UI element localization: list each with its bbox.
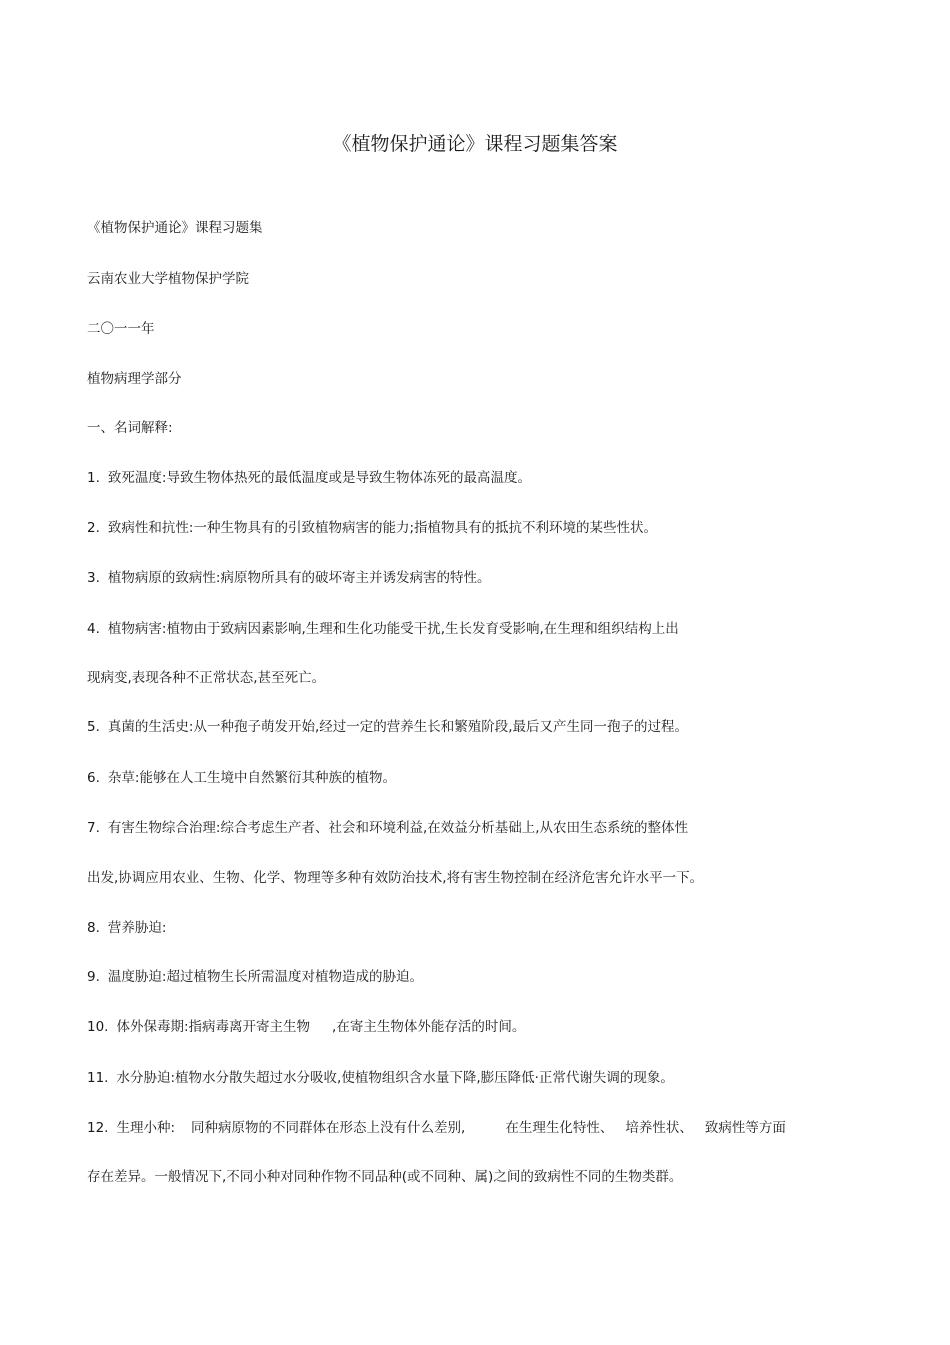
item-number: 4. — [87, 621, 100, 637]
list-item — [87, 619, 679, 639]
item-continuation: 现病变,表现各种不正常状态,甚至死亡。 — [87, 670, 326, 686]
list-item — [87, 967, 423, 987]
document-title: 《植物保护通论》课程习题集答案 — [332, 133, 618, 155]
course-subtitle: 《植物保护通论》课程习题集 — [87, 220, 263, 236]
item-text: 致病性和抗性:一种生物具有的引致植物病害的能力;指植物具有的抵抗不利环境的某些性状。 — [107, 520, 657, 536]
item-number: 6. — [87, 770, 100, 786]
list-item — [87, 1118, 786, 1138]
list-item — [87, 568, 490, 588]
item-number: 11. — [87, 1070, 109, 1086]
item-number: 5. — [87, 719, 100, 735]
terms-heading: 一、名词解释: — [87, 420, 173, 436]
item-text: 致死温度:导致生物体热死的最低温度或是导致生物体冻死的最高温度。 — [107, 470, 531, 486]
item-number: 12. — [87, 1120, 109, 1136]
item-continuation: 存在差异。一般情况下,不同小种对同种作物不同品种(或不同种、属)之间的致病性不同的生物类群。 — [87, 1169, 683, 1185]
list-item — [87, 918, 166, 938]
list-item — [87, 518, 657, 538]
item-continuation: 出发,协调应用农业、生物、化学、物理等多种有效防治技术,将有害生物控制在经济危害允许水平一下。 — [87, 870, 704, 886]
list-item — [87, 1068, 674, 1088]
institution-name: 云南农业大学植物保护学院 — [87, 271, 249, 287]
item-number: 3. — [87, 570, 100, 586]
list-item — [87, 1017, 525, 1037]
item-text: 真菌的生活史:从一种孢子萌发开始,经过一定的营养生长和繁殖阶段,最后又产生同一孢子的过程。 — [107, 719, 689, 735]
list-item — [87, 468, 531, 488]
list-item — [87, 717, 688, 737]
section-heading: 植物病理学部分 — [87, 371, 182, 387]
item-text: 水分胁迫:植物水分散失超过水分吸收,使植物组织含水量下降,膨压降低·正常代谢失调的现象。 — [116, 1070, 674, 1086]
item-text: 培养性状、 — [625, 1120, 693, 1136]
item-text: 有害生物综合治理:综合考虑生产者、社会和环境利益,在效益分析基础上,从农田生态系统的整体性 — [107, 820, 689, 836]
list-item — [87, 818, 688, 838]
item-number: 8. — [87, 920, 100, 936]
item-number: 7. — [87, 820, 100, 836]
item-text: 植物病原的致病性:病原物所具有的破坏寄主并诱发病害的特性。 — [107, 570, 491, 586]
item-number: 2. — [87, 520, 100, 536]
item-text: 致病性等方面 — [704, 1120, 786, 1136]
item-text: 在生理生化特性、 — [505, 1120, 614, 1136]
item-number: 9. — [87, 969, 100, 985]
item-text: 杂草:能够在人工生境中自然繁衍其种族的植物。 — [107, 770, 396, 786]
item-text: 温度胁迫:超过植物生长所需温度对植物造成的胁迫。 — [107, 969, 423, 985]
item-text: 营养胁迫: — [107, 920, 167, 936]
year-text: 二〇一一年 — [87, 321, 155, 337]
item-text: 生理小种: — [116, 1120, 176, 1136]
item-number: 10. — [87, 1019, 109, 1035]
list-item — [87, 768, 396, 788]
item-text: ,在寄主生物体外能存活的时间。 — [332, 1019, 526, 1035]
item-number: 1. — [87, 470, 100, 486]
item-text: 体外保毒期:指病毒离开寄主生物 — [116, 1019, 311, 1035]
item-text: 同种病原物的不同群体在形态上没有什么差别, — [191, 1120, 466, 1136]
item-text: 植物病害:植物由于致病因素影响,生理和生化功能受干扰,生长发育受影响,在生理和组织结构上出 — [107, 621, 679, 637]
